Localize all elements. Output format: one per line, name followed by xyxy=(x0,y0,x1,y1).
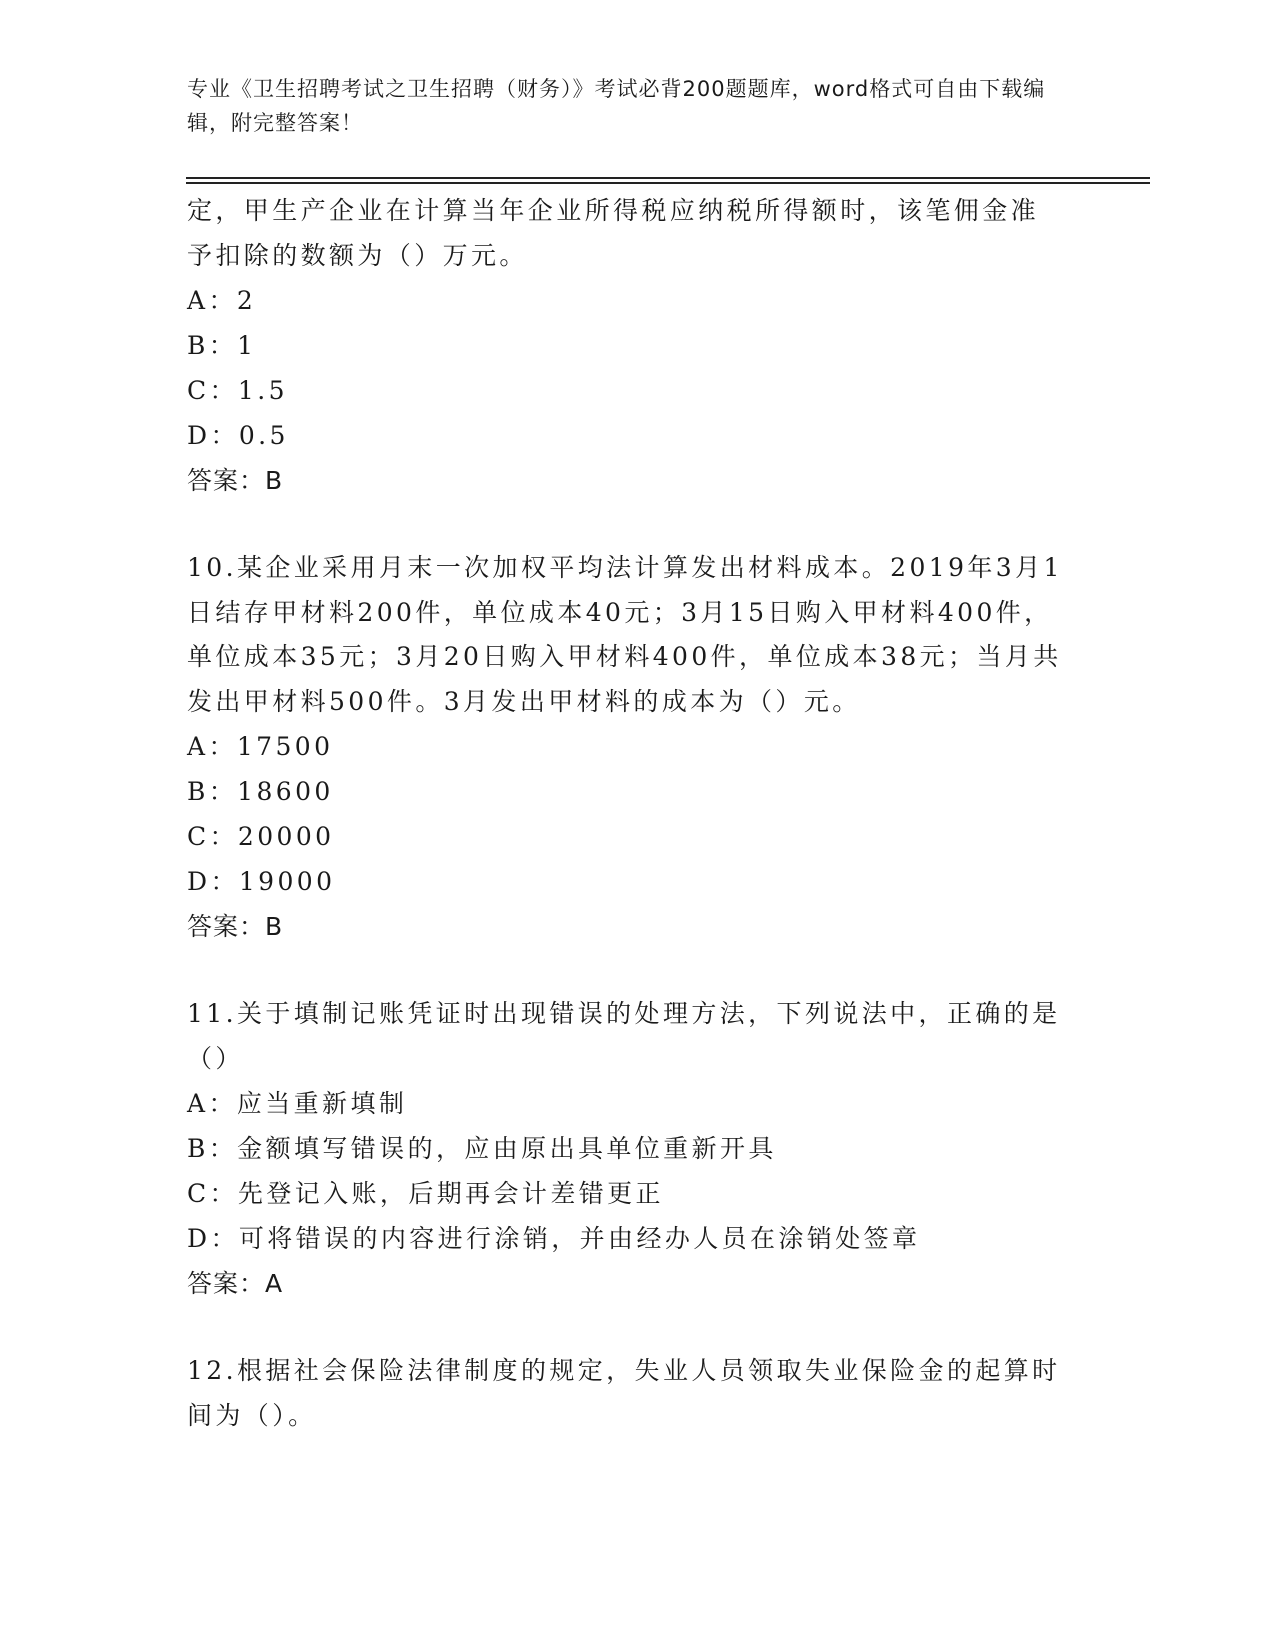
option-d: D：19000 xyxy=(187,867,336,896)
option-d: D：0.5 xyxy=(187,421,289,450)
question-text: 10.某企业采用月末一次加权平均法计算发出材料成本。2019年3月1日结存甲材料200件，单位成本40元；3月15日购入甲材料400件，单位成本35元；3月20日购入甲材料400件，单位成本38元；当月共发出甲材料500件。3月发出甲材料的成本为（）元。 xyxy=(187,553,1063,716)
option-a: A：17500 xyxy=(187,732,334,761)
answer-line: 答案：B xyxy=(187,912,284,941)
header-divider-top xyxy=(186,177,1150,179)
question-11 xyxy=(187,992,1067,1307)
question-text: 11.关于填制记账凭证时出现错误的处理方法，下列说法中，正确的是（） xyxy=(187,999,1061,1073)
option-c: C：20000 xyxy=(187,822,335,851)
option-b: B：18600 xyxy=(187,777,334,806)
question-10 xyxy=(187,546,1067,950)
question-text: 定，甲生产企业在计算当年企业所得税应纳税所得额时，该笔佣金准予扣除的数额为（）万元。 xyxy=(187,196,1040,270)
option-a: A：应当重新填制 xyxy=(187,1089,408,1118)
question-continued xyxy=(187,189,1067,504)
option-b: B：金额填写错误的，应由原出具单位重新开具 xyxy=(187,1134,777,1163)
answer-line: 答案：B xyxy=(187,466,284,495)
question-list xyxy=(187,189,1067,1438)
option-c: C：1.5 xyxy=(187,376,288,405)
option-b: B：1 xyxy=(187,331,257,360)
option-c: C：先登记入账，后期再会计差错更正 xyxy=(187,1179,664,1208)
header-divider-bottom xyxy=(186,182,1150,184)
answer-line: 答案：A xyxy=(187,1269,284,1298)
question-12 xyxy=(187,1349,1067,1438)
document-header: 专业《卫生招聘考试之卫生招聘（财务）》考试必背200题题库，word格式可自由下载编辑，附完整答案！ xyxy=(187,77,1046,135)
option-a: A：2 xyxy=(187,286,257,315)
option-d: D：可将错误的内容进行涂销，并由经办人员在涂销处签章 xyxy=(187,1224,921,1253)
question-text: 12.根据社会保险法律制度的规定，失业人员领取失业保险金的起算时间为（）。 xyxy=(187,1356,1061,1430)
